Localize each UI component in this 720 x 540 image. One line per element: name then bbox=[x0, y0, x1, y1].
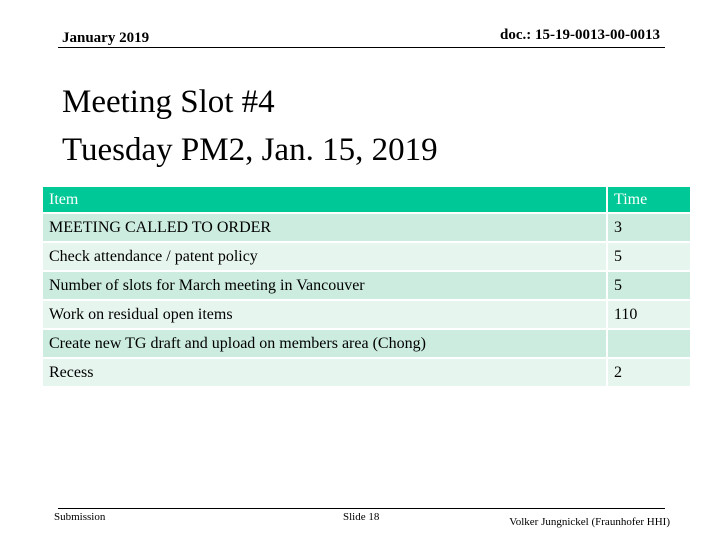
table-row bbox=[43, 330, 690, 359]
footer-submission: Submission bbox=[54, 511, 106, 523]
title-line-1: Meeting Slot #4 bbox=[62, 84, 275, 120]
agenda-header-row bbox=[43, 187, 690, 214]
table-row bbox=[43, 272, 690, 301]
agenda-item: Work on residual open items bbox=[43, 301, 606, 330]
agenda-time: 5 bbox=[606, 243, 690, 272]
agenda-item: Create new TG draft and upload on members area (Chong) bbox=[43, 330, 606, 359]
agenda-item: Number of slots for March meeting in Vancouver bbox=[43, 272, 606, 301]
agenda-table bbox=[43, 187, 690, 388]
agenda-time bbox=[606, 330, 690, 359]
column-header-item: Item bbox=[43, 187, 606, 214]
table-row bbox=[43, 359, 690, 388]
agenda-time: 3 bbox=[606, 214, 690, 243]
agenda-item: MEETING CALLED TO ORDER bbox=[43, 214, 606, 243]
agenda-time: 110 bbox=[606, 301, 690, 330]
agenda-item: Check attendance / patent policy bbox=[43, 243, 606, 272]
column-header-time: Time bbox=[606, 187, 690, 214]
header-doc-id: doc.: 15-19-0013-00-0013 bbox=[500, 27, 660, 43]
table-row bbox=[43, 214, 690, 243]
footer-author: Volker Jungnickel (Fraunhofer HHI) bbox=[509, 516, 670, 528]
agenda-item: Recess bbox=[43, 359, 606, 388]
header-divider bbox=[58, 47, 665, 48]
table-row bbox=[43, 301, 690, 330]
footer-slide-number: Slide 18 bbox=[343, 511, 380, 523]
agenda-time: 5 bbox=[606, 272, 690, 301]
table-row bbox=[43, 243, 690, 272]
title-line-2: Tuesday PM2, Jan. 15, 2019 bbox=[62, 132, 438, 168]
slide-title bbox=[62, 78, 438, 174]
header-date: January 2019 bbox=[62, 30, 150, 46]
footer-divider bbox=[58, 508, 665, 509]
agenda-time: 2 bbox=[606, 359, 690, 388]
